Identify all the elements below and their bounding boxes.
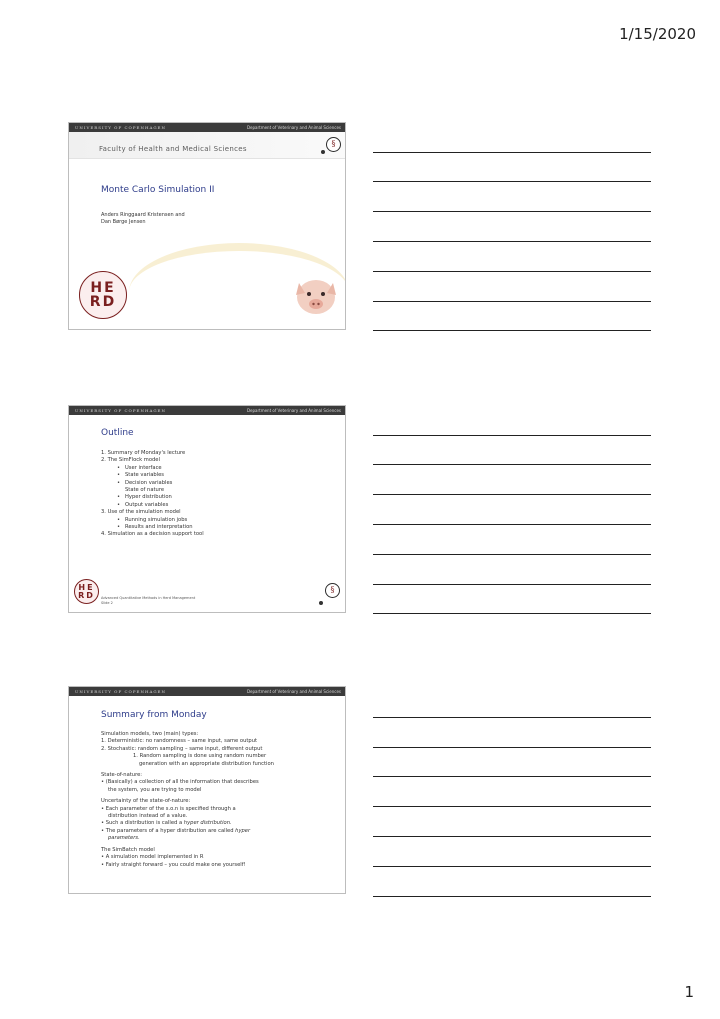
note-line bbox=[373, 554, 651, 555]
text-line: • Such a distribution is called a hyper distribution. bbox=[101, 820, 232, 827]
faculty-band bbox=[69, 132, 345, 159]
list-item: • Output variables bbox=[117, 501, 169, 508]
note-line bbox=[373, 806, 651, 807]
note-line bbox=[373, 717, 651, 718]
text-line: • The parameters of a hyper distribution are called hyper bbox=[101, 827, 251, 834]
list-item: • User interface bbox=[117, 464, 162, 471]
footer-course: Advanced Quantitative Methods in Herd Management bbox=[101, 596, 196, 600]
slide-header bbox=[69, 687, 345, 696]
outline-list bbox=[101, 450, 204, 539]
list-item: 3. Use of the simulation model bbox=[101, 509, 181, 516]
note-line bbox=[373, 152, 651, 153]
university-name: UNIVERSITY OF COPENHAGEN bbox=[75, 408, 166, 413]
department-name: Department of Veterinary and Animal Sciences bbox=[246, 125, 341, 130]
note-line bbox=[373, 271, 651, 272]
author-line-1: Anders Ringgaard Kristensen and bbox=[101, 212, 185, 218]
list-item: 2. The SimFlock model bbox=[101, 457, 160, 464]
note-line bbox=[373, 211, 651, 212]
slide-title: Summary from Monday bbox=[101, 710, 207, 720]
text-line: distribution instead of a value. bbox=[108, 813, 188, 820]
pig-photo bbox=[290, 273, 342, 317]
slide-footer bbox=[101, 596, 195, 606]
slide-1 bbox=[68, 122, 346, 330]
page-date: 1/15/2020 bbox=[619, 25, 696, 43]
text-line: the system, you are trying to model bbox=[108, 786, 202, 793]
note-line bbox=[373, 464, 651, 465]
note-line bbox=[373, 330, 651, 331]
seal-dot-icon bbox=[319, 601, 323, 605]
list-item: • State variables bbox=[117, 472, 165, 479]
author-line-2: Dan Børge Jensen bbox=[101, 219, 146, 225]
slide-title: Monte Carlo Simulation II bbox=[101, 185, 215, 195]
slide-title: Outline bbox=[101, 428, 134, 438]
footer-slide-number: Slide 2 bbox=[101, 601, 113, 605]
department-name: Department of Veterinary and Animal Sciences bbox=[246, 408, 341, 413]
note-line bbox=[373, 747, 651, 748]
note-line bbox=[373, 836, 651, 837]
note-line bbox=[373, 494, 651, 495]
list-item: 1. Summary of Monday's lecture bbox=[101, 450, 186, 456]
note-line bbox=[373, 181, 651, 182]
text-line: The SimBatch model bbox=[101, 846, 155, 853]
text-line: • Fairly straight forward – you could make one yourself! bbox=[101, 861, 246, 868]
text-line: • Each parameter of the s.o.n is specified through a bbox=[101, 805, 236, 812]
page-number: 1 bbox=[684, 983, 694, 1001]
text-line: generation with an appropriate distribution function bbox=[139, 760, 274, 767]
list-item: State of nature bbox=[125, 487, 165, 494]
list-item: • Running simulation jobs bbox=[117, 516, 188, 523]
slide-header bbox=[69, 123, 345, 132]
slide-3 bbox=[68, 686, 346, 894]
list-item: • Hyper distribution bbox=[117, 494, 172, 501]
text-line: • A simulation model implemented in R bbox=[101, 854, 204, 861]
text-line: 2. Stochastic: random sampling – same input, different output bbox=[101, 745, 263, 752]
university-seal-icon: § bbox=[325, 583, 340, 598]
text-line: State-of-nature: bbox=[101, 772, 143, 779]
text-line: 1. Deterministic: no randomness – same input, same output bbox=[101, 738, 258, 745]
list-item: • Results and interpretation bbox=[117, 524, 193, 531]
note-line bbox=[373, 776, 651, 777]
slide-header bbox=[69, 406, 345, 415]
faculty-name: Faculty of Health and Medical Sciences bbox=[99, 145, 247, 153]
text-line: • (Basically) a collection of all the information that describes bbox=[101, 779, 259, 786]
note-line bbox=[373, 613, 651, 614]
note-line bbox=[373, 241, 651, 242]
list-item: • Decision variables bbox=[117, 479, 173, 486]
text-line: Uncertainty of the state-of-nature: bbox=[101, 798, 191, 805]
note-line bbox=[373, 301, 651, 302]
university-name: UNIVERSITY OF COPENHAGEN bbox=[75, 125, 166, 130]
herd-logo: HE RD bbox=[74, 579, 99, 604]
list-item: 4. Simulation as a decision support tool bbox=[101, 531, 204, 538]
slide-2 bbox=[68, 405, 346, 613]
seal-dot-icon bbox=[321, 150, 325, 154]
note-line bbox=[373, 584, 651, 585]
text-line: parameters. bbox=[108, 835, 140, 842]
department-name: Department of Veterinary and Animal Sciences bbox=[246, 689, 341, 694]
herd-logo: HE RD bbox=[79, 271, 127, 319]
university-seal-icon: § bbox=[326, 137, 341, 152]
text-line: Simulation models, two (main) types: bbox=[101, 731, 199, 737]
university-name: UNIVERSITY OF COPENHAGEN bbox=[75, 689, 166, 694]
summary-content bbox=[101, 731, 274, 869]
note-line bbox=[373, 866, 651, 867]
note-line bbox=[373, 896, 651, 897]
text-line: 1. Random sampling is done using random number bbox=[133, 753, 267, 760]
note-line bbox=[373, 524, 651, 525]
note-line bbox=[373, 435, 651, 436]
